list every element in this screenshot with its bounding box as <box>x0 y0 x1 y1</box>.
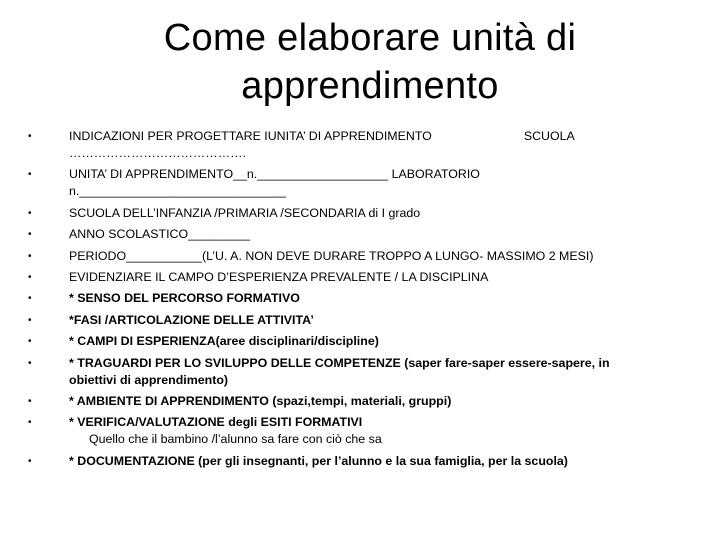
bullet-icon: • <box>28 455 32 467</box>
list-item-continuation: n.______________________________ <box>69 184 287 199</box>
list-item <box>28 393 708 410</box>
bullet-icon: • <box>28 336 32 348</box>
list-item-text: ANNO SCOLASTICO_________ <box>69 227 251 242</box>
bullet-icon: • <box>28 169 32 181</box>
list-item <box>28 453 708 470</box>
list-item <box>28 269 708 286</box>
bullet-icon: • <box>28 131 32 142</box>
list-item-text: * VERIFICA/VALUTAZIONE degli ESITI FORMATIVI <box>69 415 363 430</box>
list-item-text: * DOCUMENTAZIONE (per gli insegnanti, per l’alunno e la sua famiglia, per la scuola) <box>69 453 568 468</box>
bullet-icon: • <box>28 293 32 305</box>
list-item-text: * AMBIENTE DI APPRENDIMENTO (spazi,tempi, materiali, gruppi) <box>69 393 452 408</box>
list-item-text: * SENSO DEL PERCORSO FORMATIVO <box>69 291 300 306</box>
list-item <box>28 333 708 350</box>
title-line-2: apprendimento <box>241 65 499 107</box>
slide-title <box>100 14 640 110</box>
bullet-icon: • <box>28 357 32 369</box>
list-item <box>28 355 708 389</box>
list-item-text: INDICAZIONI PER PROGETTARE IUNITA’ DI APPRENDIMENTO <box>69 129 432 143</box>
bullet-icon: • <box>28 417 32 429</box>
list-item-text: * TRAGUARDI PER LO SVILUPPO DELLE COMPETENZE (saper fare-saper essere-sapere, in <box>69 355 610 370</box>
list-item <box>28 248 708 265</box>
list-item-continuation: obiettivi di apprendimento) <box>69 372 229 387</box>
bullet-list <box>28 128 708 474</box>
list-item-text: UNITA’ DI APPRENDIMENTO__n.___________________ LABORATORIO <box>69 167 480 182</box>
bullet-icon: • <box>28 271 32 283</box>
bullet-icon: • <box>28 314 32 326</box>
list-item <box>28 166 708 200</box>
list-item-text: * CAMPI DI ESPERIENZA(aree disciplinari/discipline) <box>69 334 379 349</box>
bullet-icon: • <box>28 207 32 219</box>
list-item <box>28 414 708 448</box>
list-item-text: EVIDENZIARE IL CAMPO D’ESPERIENZA PREVALENTE / LA DISCIPLINA <box>69 269 489 284</box>
list-item-extra: SCUOLA <box>523 129 575 143</box>
list-item-text: PERIODO___________(L’U. A. NON DEVE DURARE TROPPO A LUNGO- MASSIMO 2 MESI) <box>69 248 594 263</box>
list-item-subline: Quello che il bambino /l’alunno sa fare con ciò che sa <box>89 432 382 447</box>
list-item-text: SCUOLA DELL’INFANZIA /PRIMARIA /SECONDARIA di I grado <box>69 205 421 220</box>
list-item <box>28 128 708 162</box>
list-item <box>28 205 708 222</box>
bullet-icon: • <box>28 229 32 241</box>
title-line-1: Come elaborare unità di <box>163 17 577 59</box>
bullet-icon: • <box>28 250 32 262</box>
list-item-continuation: ……………………………………. <box>69 146 246 160</box>
list-item <box>28 312 708 329</box>
list-item <box>28 290 708 307</box>
list-item <box>28 226 708 243</box>
bullet-icon: • <box>28 395 32 407</box>
list-item-text: *FASI /ARTICOLAZIONE DELLE ATTIVITA’ <box>69 312 314 327</box>
